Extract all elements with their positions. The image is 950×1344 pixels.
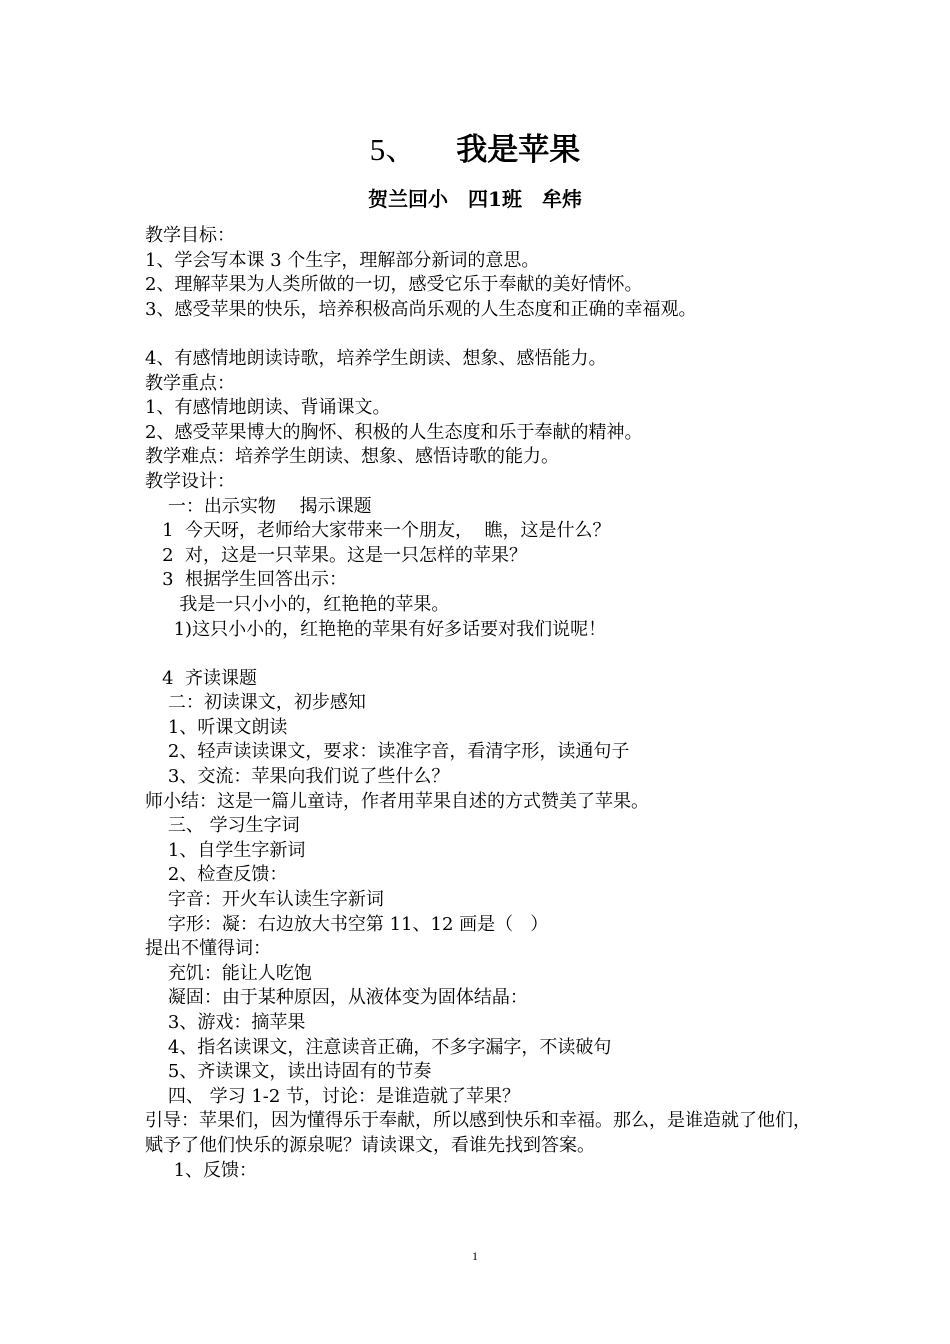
text-line: 3、游戏：摘苹果 bbox=[145, 1012, 306, 1033]
text-line: 充饥：能让人吃饱 bbox=[145, 962, 312, 984]
text-line: 4、有感情地朗读诗歌，培养学生朗读、想象、感悟能力。 bbox=[145, 347, 607, 369]
blank-line bbox=[145, 642, 815, 667]
text-line: 字音：开火车认读生字新词 bbox=[145, 889, 384, 911]
text-line: 教学重点： bbox=[145, 372, 235, 394]
text-line: 1、学会写本课 3 个生字，理解部分新词的意思。 bbox=[145, 249, 540, 271]
text-line: 4、指名读课文，注意读音正确，不多字漏字，不读破句 bbox=[145, 1036, 612, 1058]
text-line: 四、 学习 1-2 节，讨论：是谁造就了苹果？ bbox=[145, 1085, 521, 1107]
text-line: 教学难点：培养学生朗读、想象、感悟诗歌的能力。 bbox=[145, 446, 559, 468]
text-line: 字形：凝：右边放大书空第 11、12 画是（ ） bbox=[145, 913, 549, 935]
blank-line bbox=[145, 322, 815, 347]
text-line: 1、有感情地朗读、背诵课文。 bbox=[145, 397, 391, 419]
text-line: 师小结：这是一篇儿童诗，作者用苹果自述的方式赞美了苹果。 bbox=[145, 790, 649, 812]
text-line: 教学设计： bbox=[145, 470, 235, 492]
title-text: 我是苹果 bbox=[456, 132, 581, 168]
text-line: 3、交流：苹果向我们说了些什么？ bbox=[145, 766, 450, 788]
text-line: 2、轻声读读课文，要求：读准字音，看清字形，读通句子 bbox=[145, 741, 630, 763]
text-line: 2、检查反馈： bbox=[145, 864, 288, 886]
page-number: 1 bbox=[472, 1249, 478, 1263]
title-number: 5、 bbox=[369, 132, 417, 167]
lesson-plan-body bbox=[145, 224, 815, 1183]
text-line: 1、听课文朗读 bbox=[145, 716, 288, 738]
text-line: 1、反馈： bbox=[145, 1159, 258, 1181]
text-line: 1)这只小小的，红艳艳的苹果有好多话要对我们说呢！ bbox=[145, 618, 607, 640]
text-line: 一：出示实物 揭示课题 bbox=[145, 495, 372, 517]
text-line: 引导：苹果们，因为懂得乐于奉献，所以感到快乐和幸福。那么，是谁造就了他们，赋予了他们快乐的源泉呢？请读课文，看谁先找到答案。 bbox=[145, 1110, 811, 1156]
text-line: 5、齐读课文，读出诗固有的节奏 bbox=[145, 1061, 432, 1083]
text-line: 教学目标： bbox=[145, 225, 235, 246]
text-line: 4 齐读课题 bbox=[145, 667, 258, 689]
text-line: 2、感受苹果博大的胸怀、积极的人生态度和乐于奉献的精神。 bbox=[145, 421, 643, 443]
author-line: 贺兰回小 四1班 牟炜 bbox=[368, 187, 582, 211]
text-line: 3、感受苹果的快乐，培养积极高尚乐观的人生态度和正确的幸福观。 bbox=[145, 298, 697, 320]
page-title bbox=[0, 128, 950, 172]
text-line: 1、自学生字新词 bbox=[145, 839, 306, 861]
text-line: 凝固：由于某种原因，从液体变为固体结晶： bbox=[145, 987, 528, 1009]
text-line: 二：初读课文，初步感知 bbox=[145, 692, 366, 714]
text-line: 提出不懂得词： bbox=[145, 938, 271, 960]
text-line: 我是一只小小的，红艳艳的苹果。 bbox=[145, 593, 450, 615]
text-line: 三、 学习生字词 bbox=[145, 815, 300, 837]
text-line: 2 对，这是一只苹果。这是一只怎样的苹果？ bbox=[145, 544, 528, 566]
text-line: 1 今天呀，老师给大家带来一个朋友， 瞧，这是什么？ bbox=[145, 520, 611, 542]
text-line: 3 根据学生回答出示： bbox=[145, 569, 348, 591]
text-line: 2、理解苹果为人类所做的一切，感受它乐于奉献的美好情怀。 bbox=[145, 274, 643, 296]
